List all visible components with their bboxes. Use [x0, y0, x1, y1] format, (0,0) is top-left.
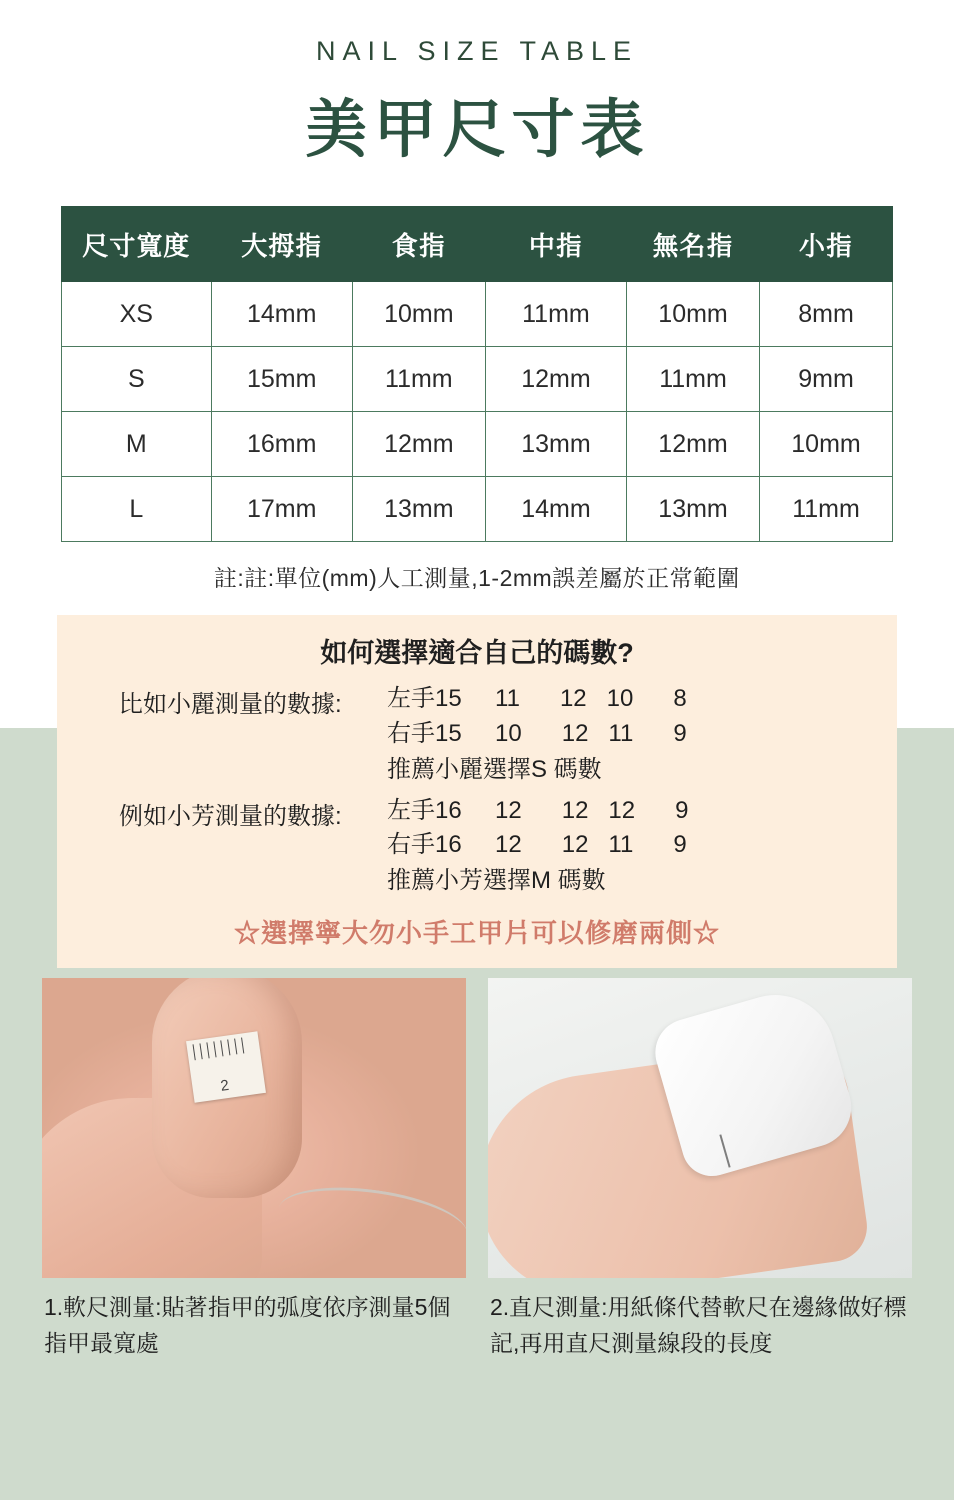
measurement-note: 註:註:單位(mm)人工測量,1-2mm誤差屬於正常範圍 [213, 565, 741, 591]
title-english: NAIL SIZE TABLE [315, 36, 639, 66]
photo-caption-2: 2.直尺測量:用紙條代替軟尺在邊緣做好標記,再用直尺測量線段的長度 [490, 1294, 907, 1356]
table-row [62, 347, 893, 412]
column-header-middle: 中指 [485, 207, 626, 282]
cell-xs-thumb: 14mm [211, 282, 352, 347]
table-header-row [62, 207, 893, 282]
example-1-left-hand: 左手15 11 12 10 8 [387, 685, 687, 712]
cell-m-thumb: 16mm [211, 412, 352, 477]
cell-xs-pinky: 8mm [760, 282, 893, 347]
cell-m-index: 12mm [352, 412, 485, 477]
cell-m-pinky: 10mm [760, 412, 893, 477]
cell-m-middle: 13mm [485, 412, 626, 477]
cell-s-index: 11mm [352, 347, 485, 412]
photo-soft-tape-measure [42, 978, 466, 1278]
guide-footer-tip: ☆選擇寧大勿小手工甲片可以修磨兩側☆ [233, 918, 720, 949]
page-header [0, 0, 954, 170]
row-label-l: L [62, 477, 212, 542]
cell-s-thumb: 15mm [211, 347, 352, 412]
column-header-index: 食指 [352, 207, 485, 282]
size-guide-card [57, 615, 897, 968]
photo-column-2 [488, 978, 912, 1361]
example-1-label: 比如小麗測量的數據: [119, 691, 342, 718]
column-header-size: 尺寸寬度 [62, 207, 212, 282]
cell-l-index: 13mm [352, 477, 485, 542]
photo-straight-ruler [488, 978, 912, 1278]
size-table-head [62, 207, 893, 282]
cell-l-thumb: 17mm [211, 477, 352, 542]
example-2-left-hand: 左手16 12 12 12 9 [387, 796, 689, 824]
photo-caption-1: 1.軟尺測量:貼著指甲的弧度依序測量5個指甲最寬處 [44, 1294, 451, 1356]
title-chinese: 美甲尺寸表 [304, 95, 650, 165]
table-row [62, 477, 893, 542]
photo-column-1 [42, 978, 466, 1361]
cell-s-middle: 12mm [485, 347, 626, 412]
cell-s-ring: 11mm [627, 347, 760, 412]
row-label-m: M [62, 412, 212, 477]
example-block-1 [57, 682, 897, 788]
column-header-pinky: 小指 [760, 207, 893, 282]
size-table [61, 206, 893, 542]
example-2-recommendation: 推薦小芳選擇M 碼數 [387, 867, 606, 895]
example-2-rows [387, 794, 897, 900]
tape-cord [275, 1177, 466, 1266]
column-header-ring: 無名指 [627, 207, 760, 282]
paper-tape-ruler [186, 1031, 266, 1102]
example-block-2 [57, 794, 897, 900]
row-label-s: S [62, 347, 212, 412]
example-1-recommendation: 推薦小麗選擇S 碼數 [387, 755, 602, 783]
size-table-body [62, 282, 893, 542]
example-1-right-hand: 右手15 10 12 11 9 [387, 719, 687, 747]
guide-title: 如何選擇適合自己的碼數? [320, 638, 634, 668]
table-row [62, 282, 893, 347]
example-2-right-hand: 右手16 12 12 11 9 [387, 831, 687, 859]
cell-xs-index: 10mm [352, 282, 485, 347]
cell-l-middle: 14mm [485, 477, 626, 542]
column-header-thumb: 大拇指 [211, 207, 352, 282]
example-2-label: 例如小芳測量的數據: [119, 802, 342, 830]
row-label-xs: XS [62, 282, 212, 347]
cell-xs-middle: 11mm [485, 282, 626, 347]
table-row [62, 412, 893, 477]
size-table-wrapper [61, 206, 893, 593]
cell-s-pinky: 9mm [760, 347, 893, 412]
cell-xs-ring: 10mm [627, 282, 760, 347]
instruction-photos [42, 978, 912, 1361]
ruler-number: 2 [219, 1077, 231, 1096]
cell-l-pinky: 11mm [760, 477, 893, 542]
example-1-rows [387, 682, 897, 788]
cell-m-ring: 12mm [627, 412, 760, 477]
cell-l-ring: 13mm [627, 477, 760, 542]
